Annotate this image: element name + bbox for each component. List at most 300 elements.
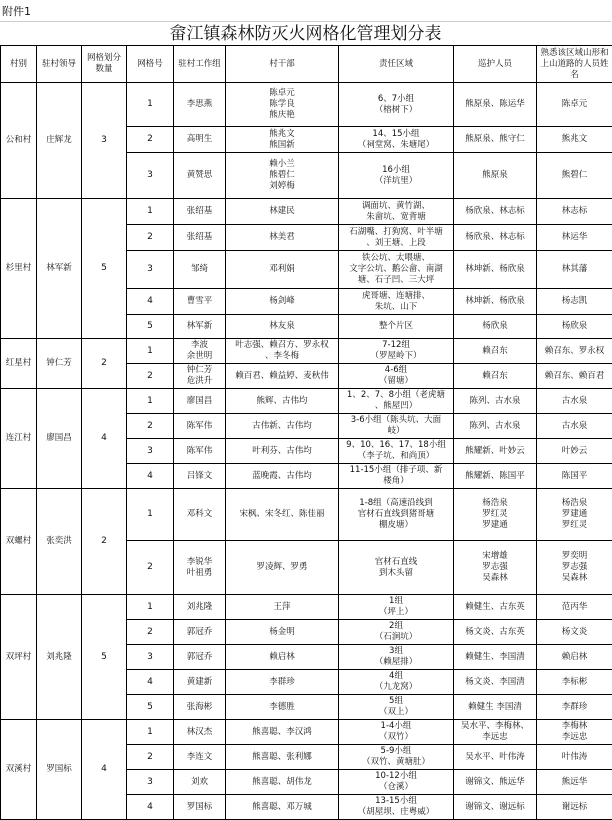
work-team-cell-line: 罗国标 bbox=[175, 802, 224, 813]
grid-number-cell: 1 bbox=[127, 595, 174, 620]
village-cadre-cell-line: 邓利娟 bbox=[227, 264, 337, 275]
responsibility-area-cell bbox=[339, 620, 454, 645]
responsibility-area-cell-line: 石湖嘴、打狗窝、叶半塘 bbox=[340, 227, 452, 238]
patrol-staff-cell-line: 陈列、古水泉 bbox=[455, 396, 535, 407]
village-cadre-cell-line: 熊喜聪、李汉鸿 bbox=[227, 727, 337, 738]
responsibility-area-cell bbox=[339, 364, 454, 389]
responsibility-area-cell-line: 、刘王塘、上段 bbox=[340, 238, 452, 249]
village-cadre-cell bbox=[226, 289, 339, 315]
local-guide-cell-line: 罗志强 bbox=[538, 562, 611, 573]
patrol-staff-cell bbox=[454, 770, 537, 795]
grid-count-cell: 5 bbox=[82, 199, 127, 339]
responsibility-area-cell bbox=[339, 770, 454, 795]
local-guide-cell-line: 赖启林 bbox=[538, 652, 611, 663]
local-guide-cell-line: 罗红灵 bbox=[538, 520, 611, 531]
work-team-cell bbox=[174, 364, 226, 389]
patrol-staff-cell-line: 杨欣泉、林志标 bbox=[455, 206, 535, 217]
page-title: 畲江镇森林防灭火网格化管理划分表 bbox=[0, 21, 611, 46]
grid-number-cell: 3 bbox=[127, 153, 174, 199]
work-team-cell-line: 黄建新 bbox=[175, 677, 224, 688]
village-cadre-cell-line: 宋枫、宋冬红、陈佳丽 bbox=[227, 509, 337, 520]
local-guide-cell bbox=[537, 670, 612, 695]
local-guide-cell-line: 谢远标 bbox=[538, 802, 611, 813]
responsibility-area-cell-line: 7-12组 bbox=[340, 340, 452, 351]
responsibility-area-cell-line: 1、2、7、8小组（老虎塘 bbox=[340, 390, 452, 401]
work-team-cell bbox=[174, 199, 226, 225]
grid-number-cell: 2 bbox=[127, 364, 174, 389]
village-cadre-cell-line: 王萍 bbox=[227, 602, 337, 613]
village-cadre-cell bbox=[226, 199, 339, 225]
patrol-staff-cell-line: 谢锦文、熊远华 bbox=[455, 777, 535, 788]
responsibility-area-cell-line: 文字公坑、鹅公畲、南湖 bbox=[340, 264, 452, 275]
responsibility-area-cell-line: 官材石直线 bbox=[340, 557, 452, 568]
local-guide-cell bbox=[537, 414, 612, 439]
work-team-cell-line: 郭冠乔 bbox=[175, 652, 224, 663]
local-guide-cell-line: 罗建通 bbox=[538, 509, 611, 520]
village-cadre-cell-line: 熊庆艳 bbox=[227, 110, 337, 121]
grid-number-cell: 4 bbox=[127, 670, 174, 695]
village-leader-cell: 庄辉龙 bbox=[37, 83, 82, 199]
work-team-cell bbox=[174, 541, 226, 595]
patrol-staff-cell bbox=[454, 127, 537, 153]
patrol-staff-cell-line: 赖健生、李国清 bbox=[455, 652, 535, 663]
village-cadre-cell-line: 刘婷梅 bbox=[227, 181, 337, 192]
patrol-staff-cell-line: 赖召东 bbox=[455, 371, 535, 382]
local-guide-cell bbox=[537, 464, 612, 489]
patrol-staff-cell bbox=[454, 720, 537, 745]
patrol-staff-cell-line: 赖召东 bbox=[455, 346, 535, 357]
grid-count-cell: 2 bbox=[82, 339, 127, 389]
patrol-staff-cell-line: 罗红灵 bbox=[455, 509, 535, 520]
work-team-cell bbox=[174, 339, 226, 364]
header-cell: 熟悉该区域山形和上山道路的人员姓名 bbox=[537, 46, 612, 83]
responsibility-area-cell-line: 13-15小组 bbox=[340, 796, 452, 807]
local-guide-cell bbox=[537, 83, 612, 127]
local-guide-cell bbox=[537, 389, 612, 414]
village-cadre-cell-line: 林友泉 bbox=[227, 321, 337, 332]
patrol-staff-cell bbox=[454, 645, 537, 670]
village-cadre-cell bbox=[226, 645, 339, 670]
work-team-cell bbox=[174, 489, 226, 541]
work-team-cell bbox=[174, 289, 226, 315]
village-cadre-cell-line: 熊碧仁 bbox=[227, 170, 337, 181]
village-cadre-cell bbox=[226, 389, 339, 414]
work-team-cell-line: 余世明 bbox=[175, 351, 224, 362]
responsibility-area-cell bbox=[339, 414, 454, 439]
responsibility-area-cell-line: （石涧坑） bbox=[340, 632, 452, 643]
work-team-cell bbox=[174, 315, 226, 339]
work-team-cell-line: 陈军伟 bbox=[175, 446, 224, 457]
village-cadre-cell-line: 罗凌辉、罗勇 bbox=[227, 562, 337, 573]
patrol-staff-cell bbox=[454, 620, 537, 645]
village-cadre-cell bbox=[226, 315, 339, 339]
table-row bbox=[1, 595, 612, 620]
local-guide-cell bbox=[537, 695, 612, 720]
grid-number-cell: 3 bbox=[127, 645, 174, 670]
patrol-staff-cell-line: 吴水平、叶伟涛 bbox=[455, 752, 535, 763]
grid-number-cell: 2 bbox=[127, 745, 174, 770]
responsibility-area-cell-line: （胡屋坝、庄粤威） bbox=[340, 807, 452, 818]
grid-number-cell: 4 bbox=[127, 289, 174, 315]
village-cadre-cell bbox=[226, 541, 339, 595]
work-team-cell bbox=[174, 670, 226, 695]
patrol-staff-cell-line: 陈列、古水泉 bbox=[455, 421, 535, 432]
village-cadre-cell bbox=[226, 339, 339, 364]
local-guide-cell-line: 叶妙云 bbox=[538, 446, 611, 457]
patrol-staff-cell bbox=[454, 339, 537, 364]
table-row bbox=[1, 720, 612, 745]
responsibility-area-cell-line: 4-6组 bbox=[340, 365, 452, 376]
patrol-staff-cell bbox=[454, 153, 537, 199]
responsibility-area-cell-line: 3-6小组（陈头坑、大面 bbox=[340, 415, 452, 426]
responsibility-area-cell-line: 1-4小组 bbox=[340, 721, 452, 732]
local-guide-cell bbox=[537, 489, 612, 541]
responsibility-area-cell-line: 虎哥塘、连塘排、 bbox=[340, 291, 452, 302]
grid-number-cell: 1 bbox=[127, 83, 174, 127]
patrol-staff-cell bbox=[454, 199, 537, 225]
village-cadre-cell-line: 熊喜聪、邓万城 bbox=[227, 802, 337, 813]
village-name-cell: 连江村 bbox=[1, 389, 37, 489]
work-team-cell-line: 林军新 bbox=[175, 321, 224, 332]
responsibility-area-cell bbox=[339, 289, 454, 315]
local-guide-cell bbox=[537, 199, 612, 225]
village-cadre-cell bbox=[226, 153, 339, 199]
work-team-cell-line: 李连文 bbox=[175, 752, 224, 763]
responsibility-area-cell-line: 塘、石子凹、三大坪 bbox=[340, 275, 452, 286]
work-team-cell bbox=[174, 645, 226, 670]
grid-number-cell: 2 bbox=[127, 620, 174, 645]
village-name-cell: 杉里村 bbox=[1, 199, 37, 339]
village-cadre-cell-line: 叶利芬、古伟均 bbox=[227, 446, 337, 457]
village-cadre-cell bbox=[226, 489, 339, 541]
table-row bbox=[1, 489, 612, 541]
local-guide-cell-line: 陈国平 bbox=[538, 471, 611, 482]
work-team-cell bbox=[174, 595, 226, 620]
local-guide-cell bbox=[537, 225, 612, 251]
local-guide-cell bbox=[537, 251, 612, 289]
responsibility-area-cell-line: 5-9小组 bbox=[340, 746, 452, 757]
patrol-staff-cell bbox=[454, 541, 537, 595]
patrol-staff-cell bbox=[454, 464, 537, 489]
grid-number-cell: 1 bbox=[127, 489, 174, 541]
work-team-cell-line: 张绍基 bbox=[175, 232, 224, 243]
patrol-staff-cell bbox=[454, 289, 537, 315]
responsibility-area-cell-line: 朱畲坑、宽背塘 bbox=[340, 212, 452, 223]
patrol-staff-cell bbox=[454, 83, 537, 127]
responsibility-area-cell bbox=[339, 464, 454, 489]
responsibility-area-cell bbox=[339, 339, 454, 364]
village-cadre-cell-line: 李德胜 bbox=[227, 702, 337, 713]
work-team-cell-line: 李锐华 bbox=[175, 557, 224, 568]
responsibility-area-cell bbox=[339, 670, 454, 695]
responsibility-area-cell-line: 14、15小组 bbox=[340, 129, 452, 140]
patrol-staff-cell bbox=[454, 251, 537, 289]
grid-number-cell: 2 bbox=[127, 127, 174, 153]
patrol-staff-cell-line: 赖健生 李国清 bbox=[455, 702, 535, 713]
work-team-cell-line: 郭冠乔 bbox=[175, 627, 224, 638]
local-guide-cell bbox=[537, 770, 612, 795]
work-team-cell bbox=[174, 720, 226, 745]
village-cadre-cell-line: 李群珍 bbox=[227, 677, 337, 688]
responsibility-area-cell-line: 官材石直线到猪哥塘 bbox=[340, 509, 452, 520]
grid-number-cell: 3 bbox=[127, 251, 174, 289]
responsibility-area-cell bbox=[339, 83, 454, 127]
responsibility-area-cell-line: 10-12小组 bbox=[340, 771, 452, 782]
village-cadre-cell bbox=[226, 364, 339, 389]
patrol-staff-cell-line: 林坤新、杨欣泉 bbox=[455, 296, 535, 307]
village-cadre-cell bbox=[226, 695, 339, 720]
header-cell: 村别 bbox=[1, 46, 37, 83]
work-team-cell bbox=[174, 389, 226, 414]
work-team-cell bbox=[174, 695, 226, 720]
responsibility-area-cell-line: （双上） bbox=[340, 707, 452, 718]
local-guide-cell-line: 陈卓元 bbox=[538, 99, 611, 110]
village-cadre-cell-line: 杨剑峰 bbox=[227, 296, 337, 307]
responsibility-area-cell-line: 朱坑、山下 bbox=[340, 302, 452, 313]
patrol-staff-cell-line: 吴水平、李梅林、 bbox=[455, 721, 535, 732]
responsibility-area-cell bbox=[339, 199, 454, 225]
patrol-staff-cell bbox=[454, 414, 537, 439]
header-cell: 驻村工作组 bbox=[174, 46, 226, 83]
village-name-cell: 红星村 bbox=[1, 339, 37, 389]
local-guide-cell-line: 熊远华 bbox=[538, 777, 611, 788]
patrol-staff-cell-line: 杨欣泉、林志标 bbox=[455, 232, 535, 243]
responsibility-area-cell-line: （李子坑、和尚顶） bbox=[340, 451, 452, 462]
work-team-cell bbox=[174, 464, 226, 489]
responsibility-area-cell-line: 2组 bbox=[340, 621, 452, 632]
table-row bbox=[1, 199, 612, 225]
responsibility-area-cell-line: 11-15小组（排子项、新 bbox=[340, 465, 452, 476]
local-guide-cell-line: 李群珍 bbox=[538, 702, 611, 713]
responsibility-area-cell bbox=[339, 153, 454, 199]
work-team-cell-line: 张海彬 bbox=[175, 702, 224, 713]
work-team-cell bbox=[174, 153, 226, 199]
work-team-cell bbox=[174, 225, 226, 251]
grid-count-cell: 5 bbox=[82, 595, 127, 720]
patrol-staff-cell bbox=[454, 489, 537, 541]
village-cadre-cell-line: 熊兆文 bbox=[227, 129, 337, 140]
grid-number-cell: 2 bbox=[127, 225, 174, 251]
local-guide-cell-line: 杨文炎 bbox=[538, 627, 611, 638]
local-guide-cell-line: 林志标 bbox=[538, 206, 611, 217]
patrol-staff-cell bbox=[454, 439, 537, 464]
village-cadre-cell bbox=[226, 83, 339, 127]
work-team-cell bbox=[174, 620, 226, 645]
responsibility-area-cell bbox=[339, 251, 454, 289]
local-guide-cell-line: 熊兆文 bbox=[538, 134, 611, 145]
work-team-cell-line: 刘欢 bbox=[175, 777, 224, 788]
responsibility-area-cell-line: 3组 bbox=[340, 646, 452, 657]
responsibility-area-cell-line: 整个片区 bbox=[340, 321, 452, 332]
grid-count-cell: 2 bbox=[82, 489, 127, 595]
responsibility-area-cell bbox=[339, 720, 454, 745]
grid-number-cell: 4 bbox=[127, 464, 174, 489]
village-cadre-cell bbox=[226, 439, 339, 464]
work-team-cell bbox=[174, 439, 226, 464]
local-guide-cell-line: 范丙华 bbox=[538, 602, 611, 613]
header-cell: 责任区域 bbox=[339, 46, 454, 83]
local-guide-cell bbox=[537, 439, 612, 464]
responsibility-area-cell-line: （双竹、黄塘肚） bbox=[340, 757, 452, 768]
responsibility-area-cell-line: 、熊屋凹） bbox=[340, 401, 452, 412]
responsibility-area-cell-line: （双竹） bbox=[340, 732, 452, 743]
work-team-cell-line: 邹绮 bbox=[175, 264, 224, 275]
grid-count-cell: 3 bbox=[82, 83, 127, 199]
grid-table bbox=[0, 45, 612, 820]
local-guide-cell bbox=[537, 620, 612, 645]
patrol-staff-cell bbox=[454, 695, 537, 720]
village-cadre-cell-line: 赖启林 bbox=[227, 652, 337, 663]
work-team-cell-line: 林汉杰 bbox=[175, 727, 224, 738]
responsibility-area-cell-line: （榕树下） bbox=[340, 105, 452, 116]
work-team-cell bbox=[174, 414, 226, 439]
village-cadre-cell bbox=[226, 225, 339, 251]
local-guide-cell-line: 李梅林 bbox=[538, 721, 611, 732]
grid-number-cell: 3 bbox=[127, 770, 174, 795]
patrol-staff-cell-line: 杨浩泉 bbox=[455, 498, 535, 509]
header-cell: 村干部 bbox=[226, 46, 339, 83]
patrol-staff-cell bbox=[454, 225, 537, 251]
village-cadre-cell-line: 杨金明 bbox=[227, 627, 337, 638]
local-guide-cell-line: 赖召东、罗永权 bbox=[538, 346, 611, 357]
work-team-cell-line: 邓科文 bbox=[175, 509, 224, 520]
work-team-cell-line: 高明生 bbox=[175, 134, 224, 145]
village-name-cell: 双溪村 bbox=[1, 720, 37, 820]
grid-number-cell: 5 bbox=[127, 695, 174, 720]
responsibility-area-cell-line: （留塘） bbox=[340, 376, 452, 387]
local-guide-cell-line: 杨志凯 bbox=[538, 296, 611, 307]
responsibility-area-cell bbox=[339, 489, 454, 541]
village-name-cell: 双螺村 bbox=[1, 489, 37, 595]
patrol-staff-cell-line: 熊原泉、熊守仁 bbox=[455, 134, 535, 145]
patrol-staff-cell-line: 李远忠 bbox=[455, 732, 535, 743]
patrol-staff-cell-line: 罗志强 bbox=[455, 562, 535, 573]
responsibility-area-cell-line: 1-8组（高速沿线到 bbox=[340, 498, 452, 509]
grid-number-cell: 1 bbox=[127, 199, 174, 225]
local-guide-cell-line: 杨欣泉 bbox=[538, 321, 611, 332]
responsibility-area-cell-line: 棚皮塘） bbox=[340, 520, 452, 531]
patrol-staff-cell-line: 林坤新、杨欣泉 bbox=[455, 264, 535, 275]
responsibility-area-cell bbox=[339, 225, 454, 251]
responsibility-area-cell-line: 4组 bbox=[340, 671, 452, 682]
grid-number-cell: 3 bbox=[127, 439, 174, 464]
local-guide-cell bbox=[537, 720, 612, 745]
village-cadre-cell-line: 陈学良 bbox=[227, 99, 337, 110]
responsibility-area-cell-line: （仓溪） bbox=[340, 782, 452, 793]
local-guide-cell bbox=[537, 745, 612, 770]
local-guide-cell bbox=[537, 339, 612, 364]
local-guide-cell bbox=[537, 315, 612, 339]
patrol-staff-cell-line: 杨文炎、古东英 bbox=[455, 627, 535, 638]
village-cadre-cell-line: 熊国新 bbox=[227, 140, 337, 151]
table-row bbox=[1, 389, 612, 414]
responsibility-area-cell-line: 到木头留 bbox=[340, 568, 452, 579]
patrol-staff-cell-line: 熊原泉、陈运华 bbox=[455, 99, 535, 110]
village-leader-cell: 张奕洪 bbox=[37, 489, 82, 595]
work-team-cell-line: 李波 bbox=[175, 340, 224, 351]
local-guide-cell-line: 李标彬 bbox=[538, 677, 611, 688]
grid-number-cell: 2 bbox=[127, 414, 174, 439]
grid-count-cell: 4 bbox=[82, 720, 127, 820]
work-team-cell bbox=[174, 770, 226, 795]
responsibility-area-cell-line: 铁公坑、太喂塘、 bbox=[340, 253, 452, 264]
work-team-cell bbox=[174, 83, 226, 127]
local-guide-cell-line: 古水泉 bbox=[538, 396, 611, 407]
local-guide-cell-line: 叶伟涛 bbox=[538, 752, 611, 763]
grid-number-cell: 2 bbox=[127, 541, 174, 595]
patrol-staff-cell bbox=[454, 670, 537, 695]
responsibility-area-cell-line: （罗屋岭下） bbox=[340, 351, 452, 362]
village-leader-cell: 罗国标 bbox=[37, 720, 82, 820]
village-cadre-cell bbox=[226, 127, 339, 153]
patrol-staff-cell bbox=[454, 745, 537, 770]
grid-number-cell: 1 bbox=[127, 720, 174, 745]
responsibility-area-cell-line: 6、7小组 bbox=[340, 94, 452, 105]
work-team-cell-line: 张绍基 bbox=[175, 206, 224, 217]
local-guide-cell bbox=[537, 595, 612, 620]
responsibility-area-cell-line: （洋坑里） bbox=[340, 176, 452, 187]
village-cadre-cell bbox=[226, 414, 339, 439]
grid-number-cell: 1 bbox=[127, 389, 174, 414]
village-cadre-cell bbox=[226, 770, 339, 795]
patrol-staff-cell-line: 吴森林 bbox=[455, 573, 535, 584]
work-team-cell-line: 黄赞思 bbox=[175, 170, 224, 181]
village-cadre-cell-line: 林美君 bbox=[227, 232, 337, 243]
responsibility-area-cell-line: 9、10、16、17、18小组 bbox=[340, 440, 452, 451]
table-row bbox=[1, 339, 612, 364]
village-cadre-cell bbox=[226, 670, 339, 695]
responsibility-area-cell bbox=[339, 315, 454, 339]
annex-label: 附件1 bbox=[2, 3, 31, 19]
grid-number-cell: 1 bbox=[127, 339, 174, 364]
local-guide-cell-line: 吴森林 bbox=[538, 573, 611, 584]
responsibility-area-cell-line: 楼角） bbox=[340, 476, 452, 487]
village-name-cell: 公和村 bbox=[1, 83, 37, 199]
local-guide-cell bbox=[537, 645, 612, 670]
patrol-staff-cell-line: 熊耀新、陈国平 bbox=[455, 471, 535, 482]
patrol-staff-cell bbox=[454, 315, 537, 339]
header-cell: 网格划分数量 bbox=[82, 46, 127, 83]
header-cell: 驻村领导 bbox=[37, 46, 82, 83]
local-guide-cell-line: 古水泉 bbox=[538, 421, 611, 432]
village-name-cell: 双坪村 bbox=[1, 595, 37, 720]
responsibility-area-cell-line: （坪上） bbox=[340, 607, 452, 618]
village-cadre-cell bbox=[226, 251, 339, 289]
village-cadre-cell-line: 古伟新、古伟均 bbox=[227, 421, 337, 432]
header-cell: 巡护人员 bbox=[454, 46, 537, 83]
work-team-cell-line: 李思燕 bbox=[175, 99, 224, 110]
local-guide-cell bbox=[537, 364, 612, 389]
patrol-staff-cell bbox=[454, 364, 537, 389]
responsibility-area-cell-line: 调面坑、黄竹湖、 bbox=[340, 201, 452, 212]
local-guide-cell-line: 熊碧仁 bbox=[538, 170, 611, 181]
responsibility-area-cell-line: （赖屋排） bbox=[340, 657, 452, 668]
local-guide-cell-line: 林其藩 bbox=[538, 264, 611, 275]
village-cadre-cell bbox=[226, 720, 339, 745]
responsibility-area-cell bbox=[339, 389, 454, 414]
grid-count-cell: 4 bbox=[82, 389, 127, 489]
responsibility-area-cell bbox=[339, 127, 454, 153]
village-cadre-cell-line: 陈卓元 bbox=[227, 88, 337, 99]
patrol-staff-cell bbox=[454, 595, 537, 620]
village-cadre-cell bbox=[226, 464, 339, 489]
local-guide-cell bbox=[537, 127, 612, 153]
local-guide-cell-line: 林运华 bbox=[538, 232, 611, 243]
village-leader-cell: 钟仁芳 bbox=[37, 339, 82, 389]
work-team-cell-line: 钟仁芳 bbox=[175, 365, 224, 376]
patrol-staff-cell-line: 赖健生、古东英 bbox=[455, 602, 535, 613]
village-leader-cell: 刘兆隆 bbox=[37, 595, 82, 720]
